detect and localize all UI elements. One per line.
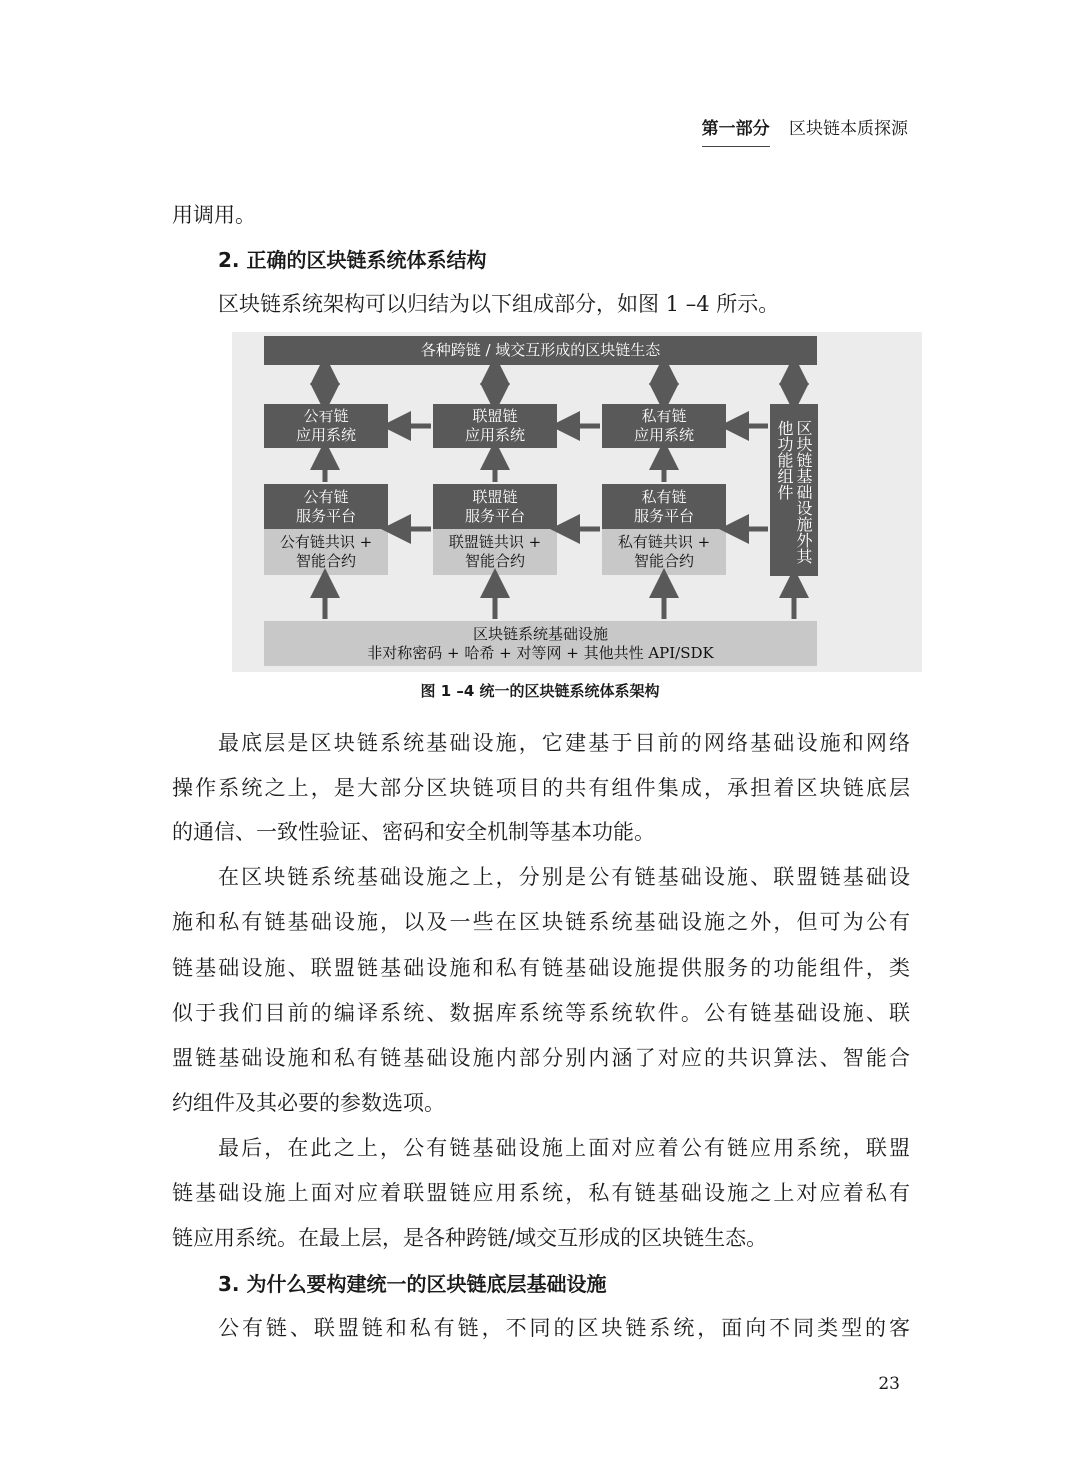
private-chain-service-box: 私有链 服务平台	[602, 484, 726, 529]
text-line: 盟链基础设施和私有链基础设施内部分别内涵了对应的共识算法、智能合	[172, 1046, 910, 1070]
text-line: 操作系统之上，是大部分区块链项目的共有组件集成，承担着区块链底层	[172, 776, 910, 800]
other-components-box: 区块链基础设施外其他功能组件	[770, 404, 818, 576]
consortium-chain-service-box: 联盟链 服务平台	[433, 484, 557, 529]
text-line: 在区块链系统基础设施之上，分别是公有链基础设施、联盟链基础设	[218, 865, 910, 889]
text-line: 施和私有链基础设施，以及一些在区块链系统基础设施之外，但可为公有	[172, 910, 910, 934]
text-line: 链基础设施上面对应着联盟链应用系统，私有链基础设施之上对应着私有	[172, 1181, 910, 1205]
figure-caption: 图 1 –4 统一的区块链系统体系架构	[420, 682, 660, 700]
section-heading-3: 3. 为什么要构建统一的区块链底层基础设施	[218, 1272, 607, 1296]
text-line: 似于我们目前的编译系统、数据库系统等系统软件。公有链基础设施、联	[172, 1001, 910, 1025]
text-line: 最后，在此之上，公有链基础设施上面对应着公有链应用系统，联盟	[218, 1136, 910, 1160]
public-chain-consensus-box: 公有链共识 + 智能合约	[264, 529, 388, 575]
text-line: 公有链、联盟链和私有链，不同的区块链系统，面向不同类型的客	[218, 1316, 910, 1340]
consortium-chain-app-box: 联盟链 应用系统	[433, 404, 557, 448]
header-title: 区块链本质探源	[789, 119, 908, 139]
running-header	[702, 114, 908, 139]
text-line: 链基础设施、联盟链基础设施和私有链基础设施提供服务的功能组件，类	[172, 956, 910, 980]
consortium-chain-consensus-box: 联盟链共识 + 智能合约	[433, 529, 557, 575]
text-line: 最底层是区块链系统基础设施，它建基于目前的网络基础设施和网络	[218, 731, 910, 755]
private-chain-app-box: 私有链 应用系统	[602, 404, 726, 448]
ecosystem-bar: 各种跨链 / 域交互形成的区块链生态	[264, 336, 817, 365]
private-chain-consensus-box: 私有链共识 + 智能合约	[602, 529, 726, 575]
page-number: 23	[878, 1374, 900, 1394]
public-chain-app-box: 公有链 应用系统	[264, 404, 388, 448]
header-rule	[702, 146, 770, 147]
section-heading-2: 2. 正确的区块链系统体系结构	[218, 248, 487, 272]
public-chain-service-box: 公有链 服务平台	[264, 484, 388, 529]
section-intro: 区块链系统架构可以归结为以下组成部分，如图 1 –4 所示。	[218, 292, 780, 316]
text-line: 约组件及其必要的参数选项。	[172, 1091, 445, 1115]
text-line: 链应用系统。在最上层，是各种跨链/域交互形成的区块链生态。	[172, 1226, 768, 1250]
text-line: 的通信、一致性验证、密码和安全机制等基本功能。	[172, 820, 655, 844]
header-part: 第一部分	[701, 119, 770, 139]
text-line: 用调用。	[172, 203, 256, 227]
infrastructure-bar: 区块链系统基础设施 非对称密码 + 哈希 + 对等网 + 其他共性 API/SDK	[264, 621, 817, 666]
